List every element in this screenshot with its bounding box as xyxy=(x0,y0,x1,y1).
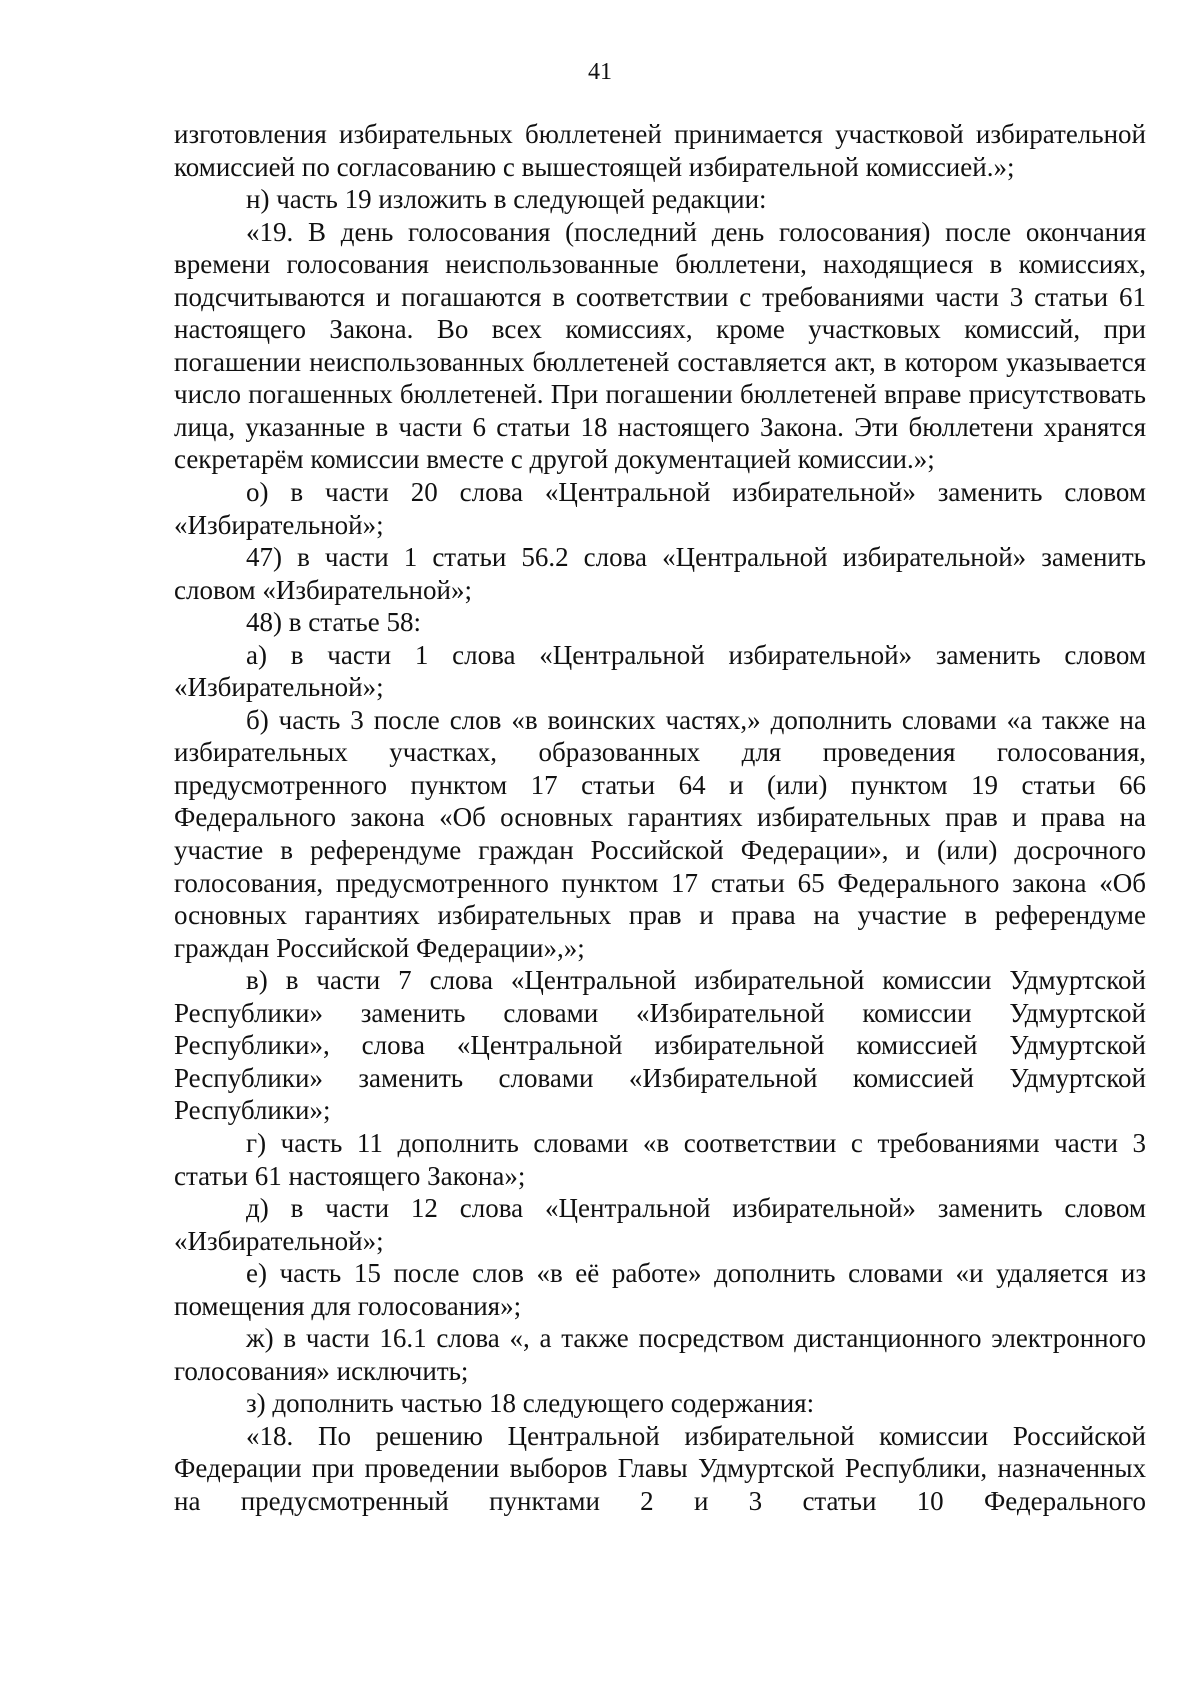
document-body xyxy=(174,118,1146,1518)
page-number: 41 xyxy=(588,59,612,85)
paragraph-part-18-text: «18. По решению Центральной избирательной комиссии Российской Федерации при проведении выборов Главы Удмуртской Республики, назначенных на предусмотренный пунктами 2 и 3 статьи 10 Федерального xyxy=(174,1420,1146,1516)
paragraph-item-e: е) часть 15 после слов «в её работе» дополнить словами «и удаляется из помещения для голосования»; xyxy=(174,1258,1146,1321)
paragraph-item-n: н) часть 19 изложить в следующей редакции: xyxy=(246,184,767,215)
paragraph-item-v: в) в части 7 слова «Центральной избирательной комиссии Удмуртской Республики» заменить словами «Избирательной комиссии Удмуртской Республики», слова «Центральной избирательной комиссией Удмуртской Республики» заменить словами «Избирательной комиссией Удмуртской Республики»; xyxy=(174,965,1146,1126)
paragraph-item-d: д) в части 12 слова «Центральной избирательной» заменить словом «Избирательной»; xyxy=(174,1193,1146,1256)
paragraph-item-47: 47) в части 1 статьи 56.2 слова «Центральной избирательной» заменить словом «Избирательной»; xyxy=(174,542,1146,605)
paragraph-item-o: о) в части 20 слова «Центральной избирательной» заменить словом «Избирательной»; xyxy=(174,477,1146,540)
paragraph-item-z: з) дополнить частью 18 следующего содержания: xyxy=(246,1388,815,1419)
paragraph-item-48: 48) в статье 58: xyxy=(246,607,421,638)
paragraph-item-g: г) часть 11 дополнить словами «в соответствии с требованиями части 3 статьи 61 настоящего Закона»; xyxy=(174,1127,1146,1191)
paragraph-part-19-text: «19. В день голосования (последний день голосования) после окончания времени голосования неиспользованные бюллетени, находящиеся в комиссиях, подсчитываются и погашаются в соответствии с требованиями части 3 статьи 61 настоящего Закона. Во всех комиссиях, кроме участковых комиссий, при погашении неиспользованных бюллетеней составляется акт, в котором указывается число погашенных бюллетеней. При погашении бюллетеней вправе присутствовать лица, указанные в части 6 статьи 18 настоящего Закона. Эти бюллетени хранятся секретарём комиссии вместе с другой документацией комиссии.»; xyxy=(174,216,1146,475)
paragraph-continuation: изготовления избирательных бюллетеней принимается участковой избирательной комиссией по согласованию с вышестоящей избирательной комиссией.»; xyxy=(174,119,1146,182)
paragraph-item-a: а) в части 1 слова «Центральной избирательной» заменить словом «Избирательной»; xyxy=(174,639,1146,703)
paragraph-item-b: б) часть 3 после слов «в воинских частях,» дополнить словами «а также на избирательных участках, образованных для проведения голосования, предусмотренного пунктом 17 статьи 64 и (или) пунктом 19 статьи 66 Федерального закона «Об основных гарантиях избирательных прав и права на участие в референдуме граждан Российской Федерации», и (или) досрочного голосования, предусмотренного пунктом 17 статьи 65 Федерального закона «Об основных гарантиях избирательных прав и права на участие в референдуме граждан Российской Федерации»,»; xyxy=(174,704,1146,963)
paragraph-item-zh: ж) в части 16.1 слова «, а также посредством дистанционного электронного голосования» исключить; xyxy=(174,1323,1146,1386)
